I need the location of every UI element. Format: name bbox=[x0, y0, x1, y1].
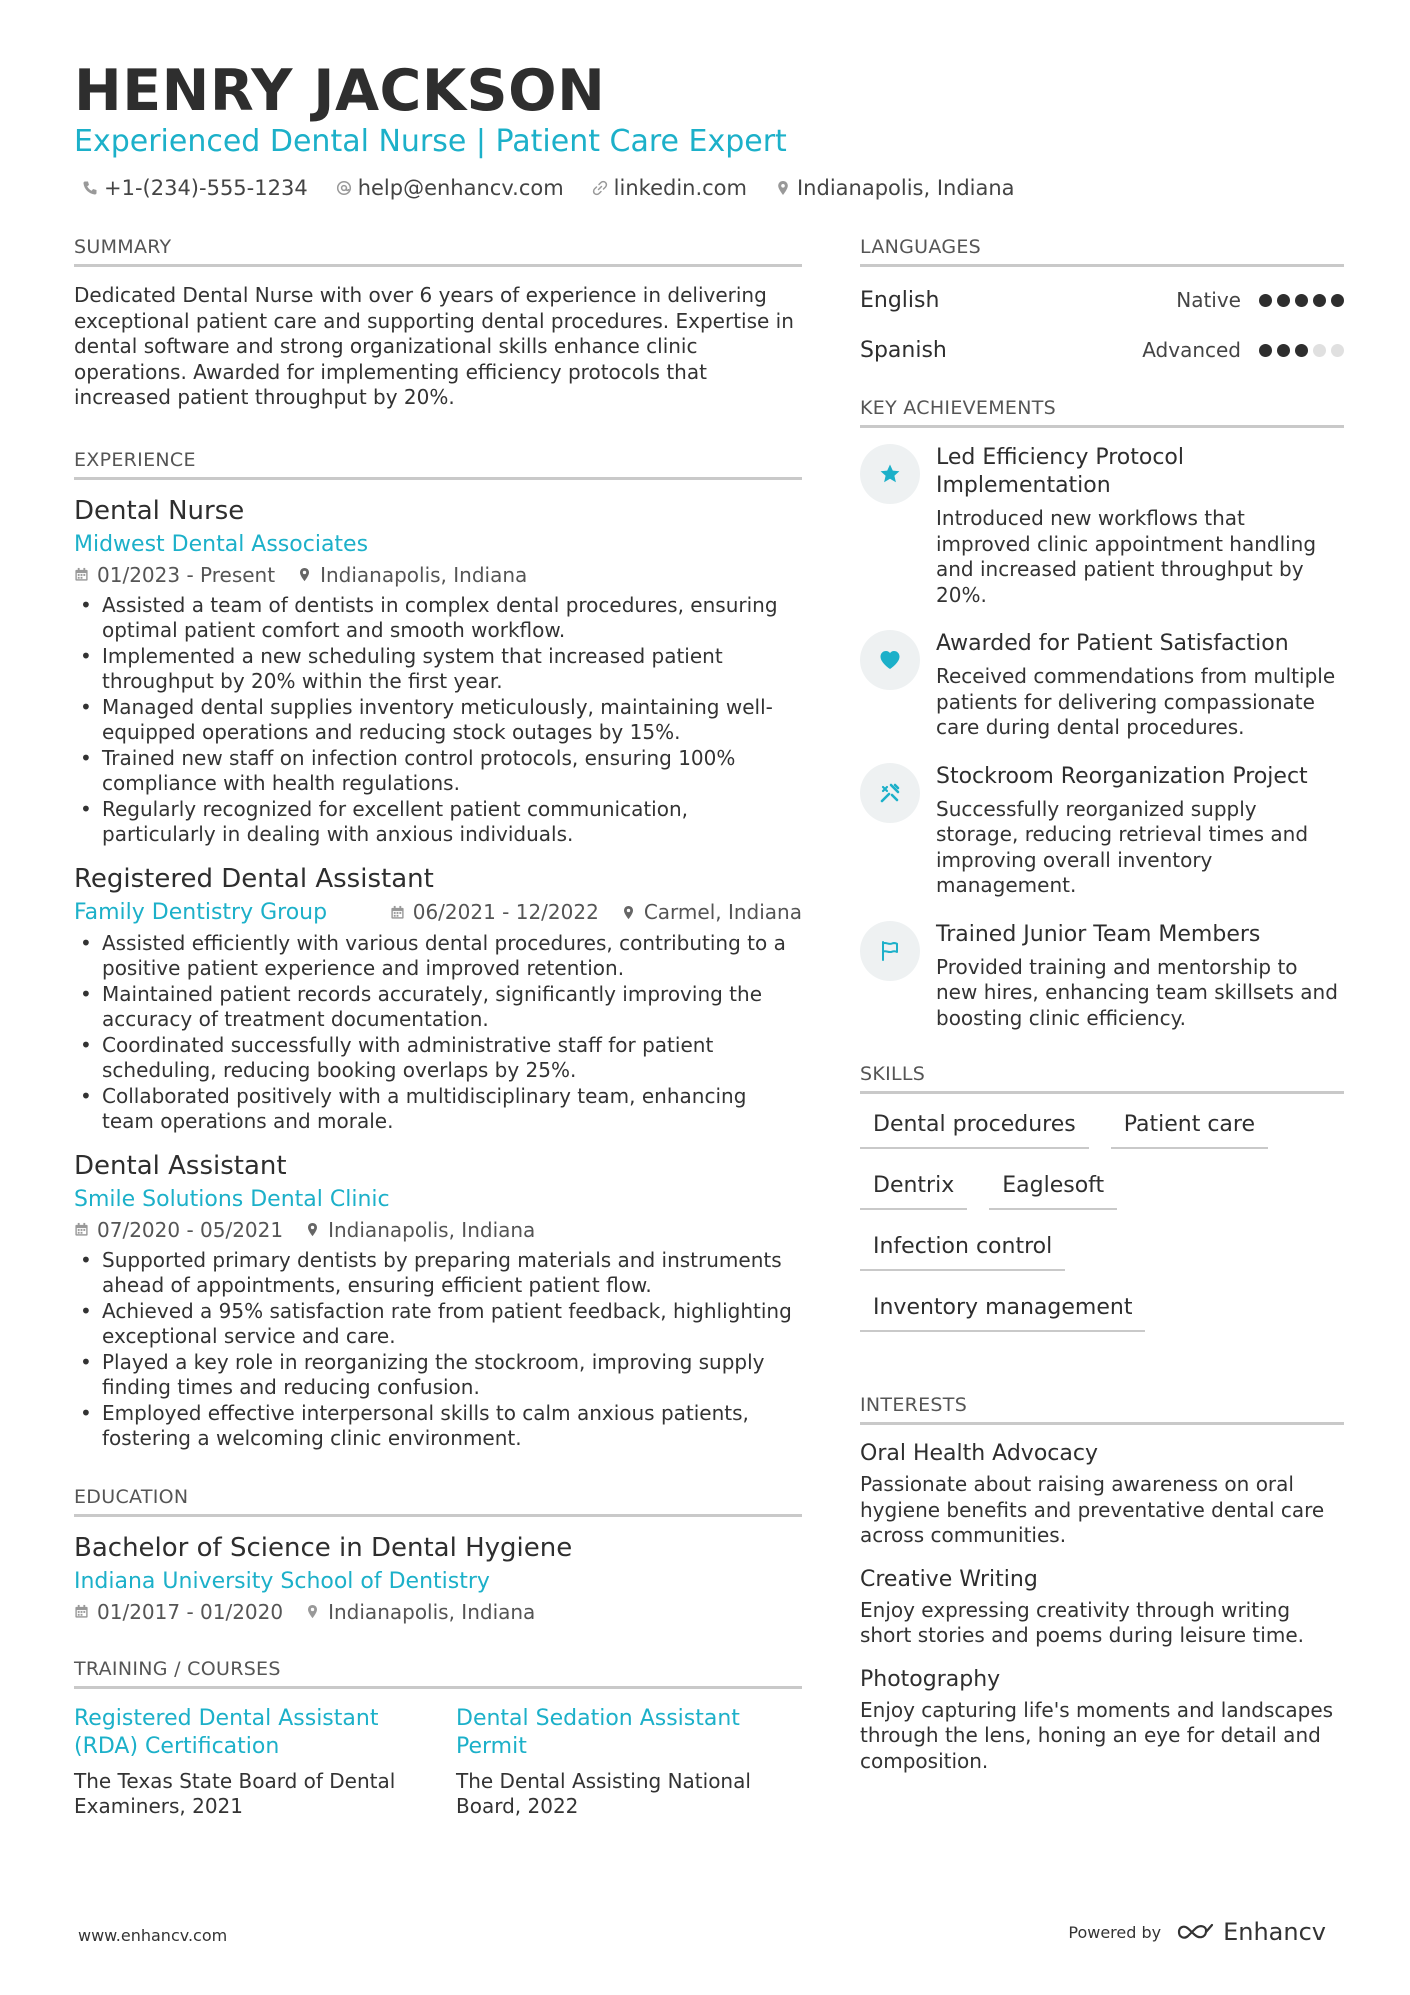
education-meta bbox=[74, 1600, 802, 1624]
achievement-item bbox=[860, 921, 1344, 1032]
linkedin-text: linkedin.com bbox=[613, 176, 747, 200]
skill-list bbox=[860, 1106, 1344, 1332]
job-title: Dental Assistant bbox=[74, 1150, 287, 1181]
interest-title: Creative Writing bbox=[860, 1566, 1038, 1592]
language-name: Spanish bbox=[860, 337, 947, 363]
achievement-title: Led Efficiency Protocol Implementation bbox=[936, 445, 1184, 498]
tools-icon bbox=[878, 781, 902, 805]
experience-section bbox=[74, 449, 802, 1452]
achievement-body bbox=[936, 630, 1344, 741]
achievement-desc: Introduced new workflows that improved clinic appointment handling and increased patient throughput by 20%. bbox=[936, 506, 1317, 607]
job-bullet: • Implemented a new scheduling system that increased patient throughput by 20% within the first year. bbox=[74, 644, 802, 695]
achievement-desc: Provided training and mentorship to new hires, enhancing team skillsets and boosting clinic efficiency. bbox=[936, 954, 1338, 1030]
interest-item bbox=[860, 1441, 1344, 1549]
phone-text: +1-(234)-555-1234 bbox=[104, 176, 308, 200]
job-bullet: • Assisted a team of dentists in complex dental procedures, ensuring optimal patient comfort and smooth workflow. bbox=[74, 593, 802, 644]
education-location bbox=[305, 1600, 535, 1624]
skills-section bbox=[860, 1063, 1344, 1332]
course-desc: The Dental Assisting National Board, 2022 bbox=[456, 1768, 751, 1818]
contact-location bbox=[775, 176, 1015, 200]
brand-name: Enhancv bbox=[1223, 1918, 1326, 1946]
proficiency-dots bbox=[1259, 344, 1344, 357]
calendar-icon bbox=[74, 1604, 89, 1619]
contact-email[interactable] bbox=[336, 176, 564, 200]
calendar-icon bbox=[74, 1222, 89, 1237]
job-location bbox=[621, 900, 802, 924]
job-bullet: • Employed effective interpersonal skills to calm anxious patients, fostering a welcoming clinic environment. bbox=[74, 1401, 802, 1452]
job-meta bbox=[74, 563, 802, 587]
job-bullet: • Coordinated successfully with administrative staff for patient scheduling, reducing booking overlaps by 25%. bbox=[74, 1033, 802, 1084]
job-meta bbox=[390, 900, 802, 924]
phone-icon bbox=[82, 180, 98, 196]
achievement-title: Stockroom Reorganization Project bbox=[936, 763, 1308, 789]
company-name: Smile Solutions Dental Clinic bbox=[74, 1186, 390, 1212]
achievement-title: Trained Junior Team Members bbox=[936, 921, 1261, 947]
experience-entry bbox=[74, 1151, 802, 1452]
proficiency-dot-filled bbox=[1277, 344, 1290, 357]
course-desc: The Texas State Board of Dental Examiners, 2021 bbox=[74, 1768, 396, 1818]
proficiency-dot-filled bbox=[1259, 294, 1272, 307]
footer-branding bbox=[1068, 1918, 1326, 1946]
interest-title: Oral Health Advocacy bbox=[860, 1441, 1098, 1466]
interest-desc: Enjoy capturing life's moments and landscapes through the lens, honing an eye for detail and composition. bbox=[860, 1697, 1334, 1773]
skill-tag: Patient care bbox=[1111, 1106, 1268, 1149]
job-location bbox=[297, 563, 527, 587]
summary-text: Dedicated Dental Nurse with over 6 years of experience in delivering exceptional patient care and supporting dental procedures. Expertise in dental software and strong organizational skills enhance clinic operations. Awarded for implementing efficiency protocols that increased patient throughput by 20%. bbox=[74, 283, 794, 409]
brand-logo[interactable] bbox=[1175, 1918, 1326, 1946]
achievement-title: Awarded for Patient Satisfaction bbox=[936, 631, 1289, 656]
language-proficiency bbox=[1176, 288, 1344, 312]
job-location-text: Indianapolis, Indiana bbox=[320, 562, 528, 587]
language-row bbox=[860, 275, 1344, 325]
at-icon bbox=[336, 180, 352, 196]
calendar-icon bbox=[74, 567, 89, 582]
location-pin-icon bbox=[621, 905, 636, 920]
location-pin-icon bbox=[775, 180, 791, 196]
language-row bbox=[860, 325, 1344, 375]
proficiency-dot-filled bbox=[1313, 294, 1326, 307]
proficiency-dots bbox=[1259, 294, 1344, 307]
proficiency-dot-filled bbox=[1331, 294, 1344, 307]
achievement-icon-wrap bbox=[860, 921, 920, 981]
job-dates-text: 01/2023 - Present bbox=[97, 562, 276, 587]
skill-tag: Dental procedures bbox=[860, 1106, 1089, 1149]
right-column bbox=[860, 236, 1344, 1792]
achievement-icon-wrap bbox=[860, 763, 920, 823]
section-title-interests: INTERESTS bbox=[860, 1394, 1344, 1425]
experience-entry bbox=[74, 496, 802, 848]
skill-tag: Dentrix bbox=[860, 1167, 967, 1210]
interest-item bbox=[860, 1667, 1344, 1775]
education-location-text: Indianapolis, Indiana bbox=[328, 1599, 536, 1624]
section-title-summary: SUMMARY bbox=[74, 236, 802, 267]
education-dates-text: 01/2017 - 01/2020 bbox=[97, 1599, 284, 1624]
interest-desc: Passionate about raising awareness on oral hygiene benefits and preventative dental care across communities. bbox=[860, 1472, 1325, 1547]
company-name: Family Dentistry Group bbox=[74, 899, 328, 925]
language-name: English bbox=[860, 287, 940, 313]
section-title-training: TRAINING / COURSES bbox=[74, 1658, 802, 1689]
contact-linkedin[interactable] bbox=[592, 176, 747, 200]
job-dates bbox=[390, 900, 599, 924]
interest-item bbox=[860, 1567, 1344, 1649]
achievements-section bbox=[860, 397, 1344, 1031]
language-proficiency bbox=[1142, 338, 1344, 362]
education-section bbox=[74, 1486, 802, 1624]
job-location-text: Carmel, Indiana bbox=[643, 900, 802, 924]
interest-desc: Enjoy expressing creativity through writing short stories and poems during leisure time. bbox=[860, 1597, 1304, 1647]
language-level: Native bbox=[1176, 288, 1241, 312]
job-dates-text: 07/2020 - 05/2021 bbox=[97, 1217, 284, 1242]
course-list bbox=[74, 1705, 802, 1820]
skill-tag: Inventory management bbox=[860, 1289, 1145, 1332]
job-bullets bbox=[74, 1248, 802, 1452]
skill-tag: Eaglesoft bbox=[989, 1167, 1117, 1210]
job-dates-text: 06/2021 - 12/2022 bbox=[412, 900, 599, 924]
section-title-experience: EXPERIENCE bbox=[74, 449, 802, 480]
achievement-desc: Successfully reorganized supply storage, reducing retrieval times and improving overall inventory management. bbox=[936, 796, 1309, 897]
degree-title: Bachelor of Science in Dental Hygiene bbox=[74, 1532, 573, 1563]
achievement-item bbox=[860, 444, 1344, 608]
job-location bbox=[305, 1218, 535, 1242]
location-pin-icon bbox=[297, 567, 312, 582]
job-dates bbox=[74, 563, 275, 587]
job-bullet: • Achieved a 95% satisfaction rate from patient feedback, highlighting exceptional service and care. bbox=[74, 1299, 802, 1350]
proficiency-dot-empty bbox=[1313, 344, 1326, 357]
languages-section bbox=[860, 236, 1344, 375]
course-item bbox=[74, 1705, 420, 1820]
section-title-languages: LANGUAGES bbox=[860, 236, 1344, 267]
interest-title: Photography bbox=[860, 1666, 1001, 1692]
job-title: Dental Nurse bbox=[74, 495, 245, 526]
section-title-achievements: KEY ACHIEVEMENTS bbox=[860, 397, 1344, 428]
course-title: Dental Sedation Assistant Permit bbox=[456, 1705, 740, 1759]
course-title: Registered Dental Assistant (RDA) Certification bbox=[74, 1705, 379, 1759]
contact-phone[interactable] bbox=[82, 176, 308, 200]
job-bullets bbox=[74, 593, 802, 848]
achievement-desc: Received commendations from multiple patients for delivering compassionate care during dental procedures. bbox=[936, 664, 1336, 739]
company-name: Midwest Dental Associates bbox=[74, 531, 369, 557]
school-name: Indiana University School of Dentistry bbox=[74, 1568, 490, 1594]
achievement-icon-wrap bbox=[860, 630, 920, 690]
location-text: Indianapolis, Indiana bbox=[796, 176, 1015, 200]
enhancv-logo-icon bbox=[1175, 1921, 1215, 1943]
calendar-icon bbox=[390, 905, 405, 920]
skill-tag: Infection control bbox=[860, 1228, 1065, 1271]
section-title-education: EDUCATION bbox=[74, 1486, 802, 1517]
email-text: help@enhancv.com bbox=[357, 176, 564, 200]
achievement-body bbox=[936, 444, 1344, 608]
job-bullet: • Maintained patient records accurately, significantly improving the accuracy of treatment documentation. bbox=[74, 982, 802, 1033]
link-icon bbox=[592, 180, 608, 196]
job-bullet: • Managed dental supplies inventory meticulously, maintaining well-equipped operations and reducing stock outages by 15%. bbox=[74, 695, 802, 746]
experience-entry bbox=[74, 864, 802, 1135]
job-company-meta-row bbox=[74, 900, 802, 925]
proficiency-dot-filled bbox=[1259, 344, 1272, 357]
interests-section bbox=[860, 1394, 1344, 1774]
job-bullet: • Supported primary dentists by preparing materials and instruments ahead of appointments, ensuring efficient patient flow. bbox=[74, 1248, 802, 1299]
flag-icon bbox=[878, 939, 902, 963]
job-bullet: • Collaborated positively with a multidisciplinary team, enhancing team operations and morale. bbox=[74, 1084, 802, 1135]
headline: Experienced Dental Nurse | Patient Care Expert bbox=[74, 124, 787, 159]
proficiency-dot-filled bbox=[1295, 294, 1308, 307]
achievement-body bbox=[936, 921, 1344, 1032]
proficiency-dot-empty bbox=[1331, 344, 1344, 357]
job-bullet: • Assisted efficiently with various dental procedures, contributing to a positive patient experience and improved retention. bbox=[74, 931, 802, 982]
job-bullets bbox=[74, 931, 802, 1135]
achievement-item bbox=[860, 763, 1344, 899]
summary-section bbox=[74, 236, 802, 411]
language-level: Advanced bbox=[1142, 338, 1241, 362]
achievement-icon-wrap bbox=[860, 444, 920, 504]
location-pin-icon bbox=[305, 1222, 320, 1237]
course-item bbox=[456, 1705, 802, 1820]
job-dates bbox=[74, 1218, 283, 1242]
contact-bar bbox=[82, 176, 1015, 200]
powered-by-text: Powered by bbox=[1068, 1922, 1162, 1942]
job-title: Registered Dental Assistant bbox=[74, 863, 434, 894]
achievement-body bbox=[936, 763, 1344, 899]
candidate-name: HENRY JACKSON bbox=[74, 58, 606, 124]
heart-icon bbox=[878, 648, 902, 672]
proficiency-dot-filled bbox=[1295, 344, 1308, 357]
footer-website[interactable]: www.enhancv.com bbox=[78, 1926, 228, 1945]
education-dates bbox=[74, 1600, 283, 1624]
job-location-text: Indianapolis, Indiana bbox=[328, 1217, 536, 1242]
section-title-skills: SKILLS bbox=[860, 1063, 1344, 1094]
training-section bbox=[74, 1658, 802, 1820]
location-pin-icon bbox=[305, 1604, 320, 1619]
job-meta bbox=[74, 1218, 802, 1242]
proficiency-dot-filled bbox=[1277, 294, 1290, 307]
job-bullet: • Played a key role in reorganizing the stockroom, improving supply finding times and reducing confusion. bbox=[74, 1350, 802, 1401]
job-bullet: • Trained new staff on infection control protocols, ensuring 100% compliance with health regulations. bbox=[74, 746, 802, 797]
star-icon bbox=[878, 462, 902, 486]
left-column bbox=[74, 236, 802, 1820]
achievement-item bbox=[860, 630, 1344, 741]
job-bullet: • Regularly recognized for excellent patient communication, particularly in dealing with anxious individuals. bbox=[74, 797, 802, 848]
